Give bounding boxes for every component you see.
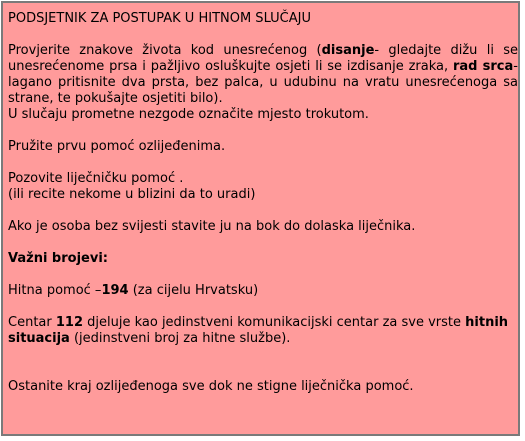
- ambulance-prefix: Hitna pomoć –: [8, 283, 102, 298]
- vitals-text-3: - lagano pritisnite dva prsta, bez palca, u udubinu na vratu unesrećenoga sa strane, te pokušajte osjetiti bilo).: [8, 59, 518, 106]
- closing-instruction: Ostanite kraj ozlijeđenoga sve dok ne stigne liječnička pomoć.: [8, 379, 414, 394]
- ambulance-number-line: [8, 283, 518, 299]
- breathing-term: disanje: [321, 43, 375, 58]
- ambulance-suffix: (za cijelu Hrvatsku): [128, 283, 259, 298]
- ambulance-number: 194: [101, 283, 129, 298]
- call-doctor-paragraph: [8, 171, 518, 203]
- emergency-situations-term: hitnih situacija: [8, 315, 509, 346]
- center-112-paragraph: [8, 315, 518, 347]
- important-numbers-label: Važni brojevi:: [8, 251, 108, 266]
- first-aid-instruction: Pružite prvu pomoć ozlijeđenima.: [8, 139, 226, 154]
- traffic-accident-note: U slučaju prometne nezgode označite mjesto trokutom.: [8, 107, 369, 122]
- important-numbers-heading: [8, 251, 518, 267]
- unconscious-instruction: Ako je osoba bez svijesti stavite ju na bok do dolaska liječnika.: [8, 219, 416, 234]
- heartbeat-term: rad srca: [452, 59, 514, 74]
- center-112-text-1: Centar: [8, 315, 56, 330]
- center-112-text-3: (jedinstveni broj za hitne službe).: [69, 331, 291, 346]
- vital-signs-paragraph: [8, 43, 518, 123]
- center-112-text-2: djeluje kao jedinstveni komunikacijski centar za sve vrste: [83, 315, 466, 330]
- spacer: [8, 363, 518, 379]
- emergency-reminder-panel: [1, 1, 520, 436]
- panel-title: PODSJETNIK ZA POSTUPAK U HITNOM SLUČAJU: [8, 11, 311, 26]
- call-doctor-note: (ili recite nekome u blizini da to uradi): [8, 187, 256, 202]
- center-112-number: 112: [55, 315, 83, 330]
- panel-content: [8, 11, 518, 411]
- vitals-text-1: Provjerite znakove života kod unesrećenog (: [8, 43, 322, 58]
- call-doctor-instruction: Pozovite liječničku pomoć .: [8, 171, 184, 186]
- vitals-text-2: - gledajte dižu li se unesrećenome prsa i pažljivo osluškujte osjeti li se izdisanje zraka,: [8, 43, 518, 74]
